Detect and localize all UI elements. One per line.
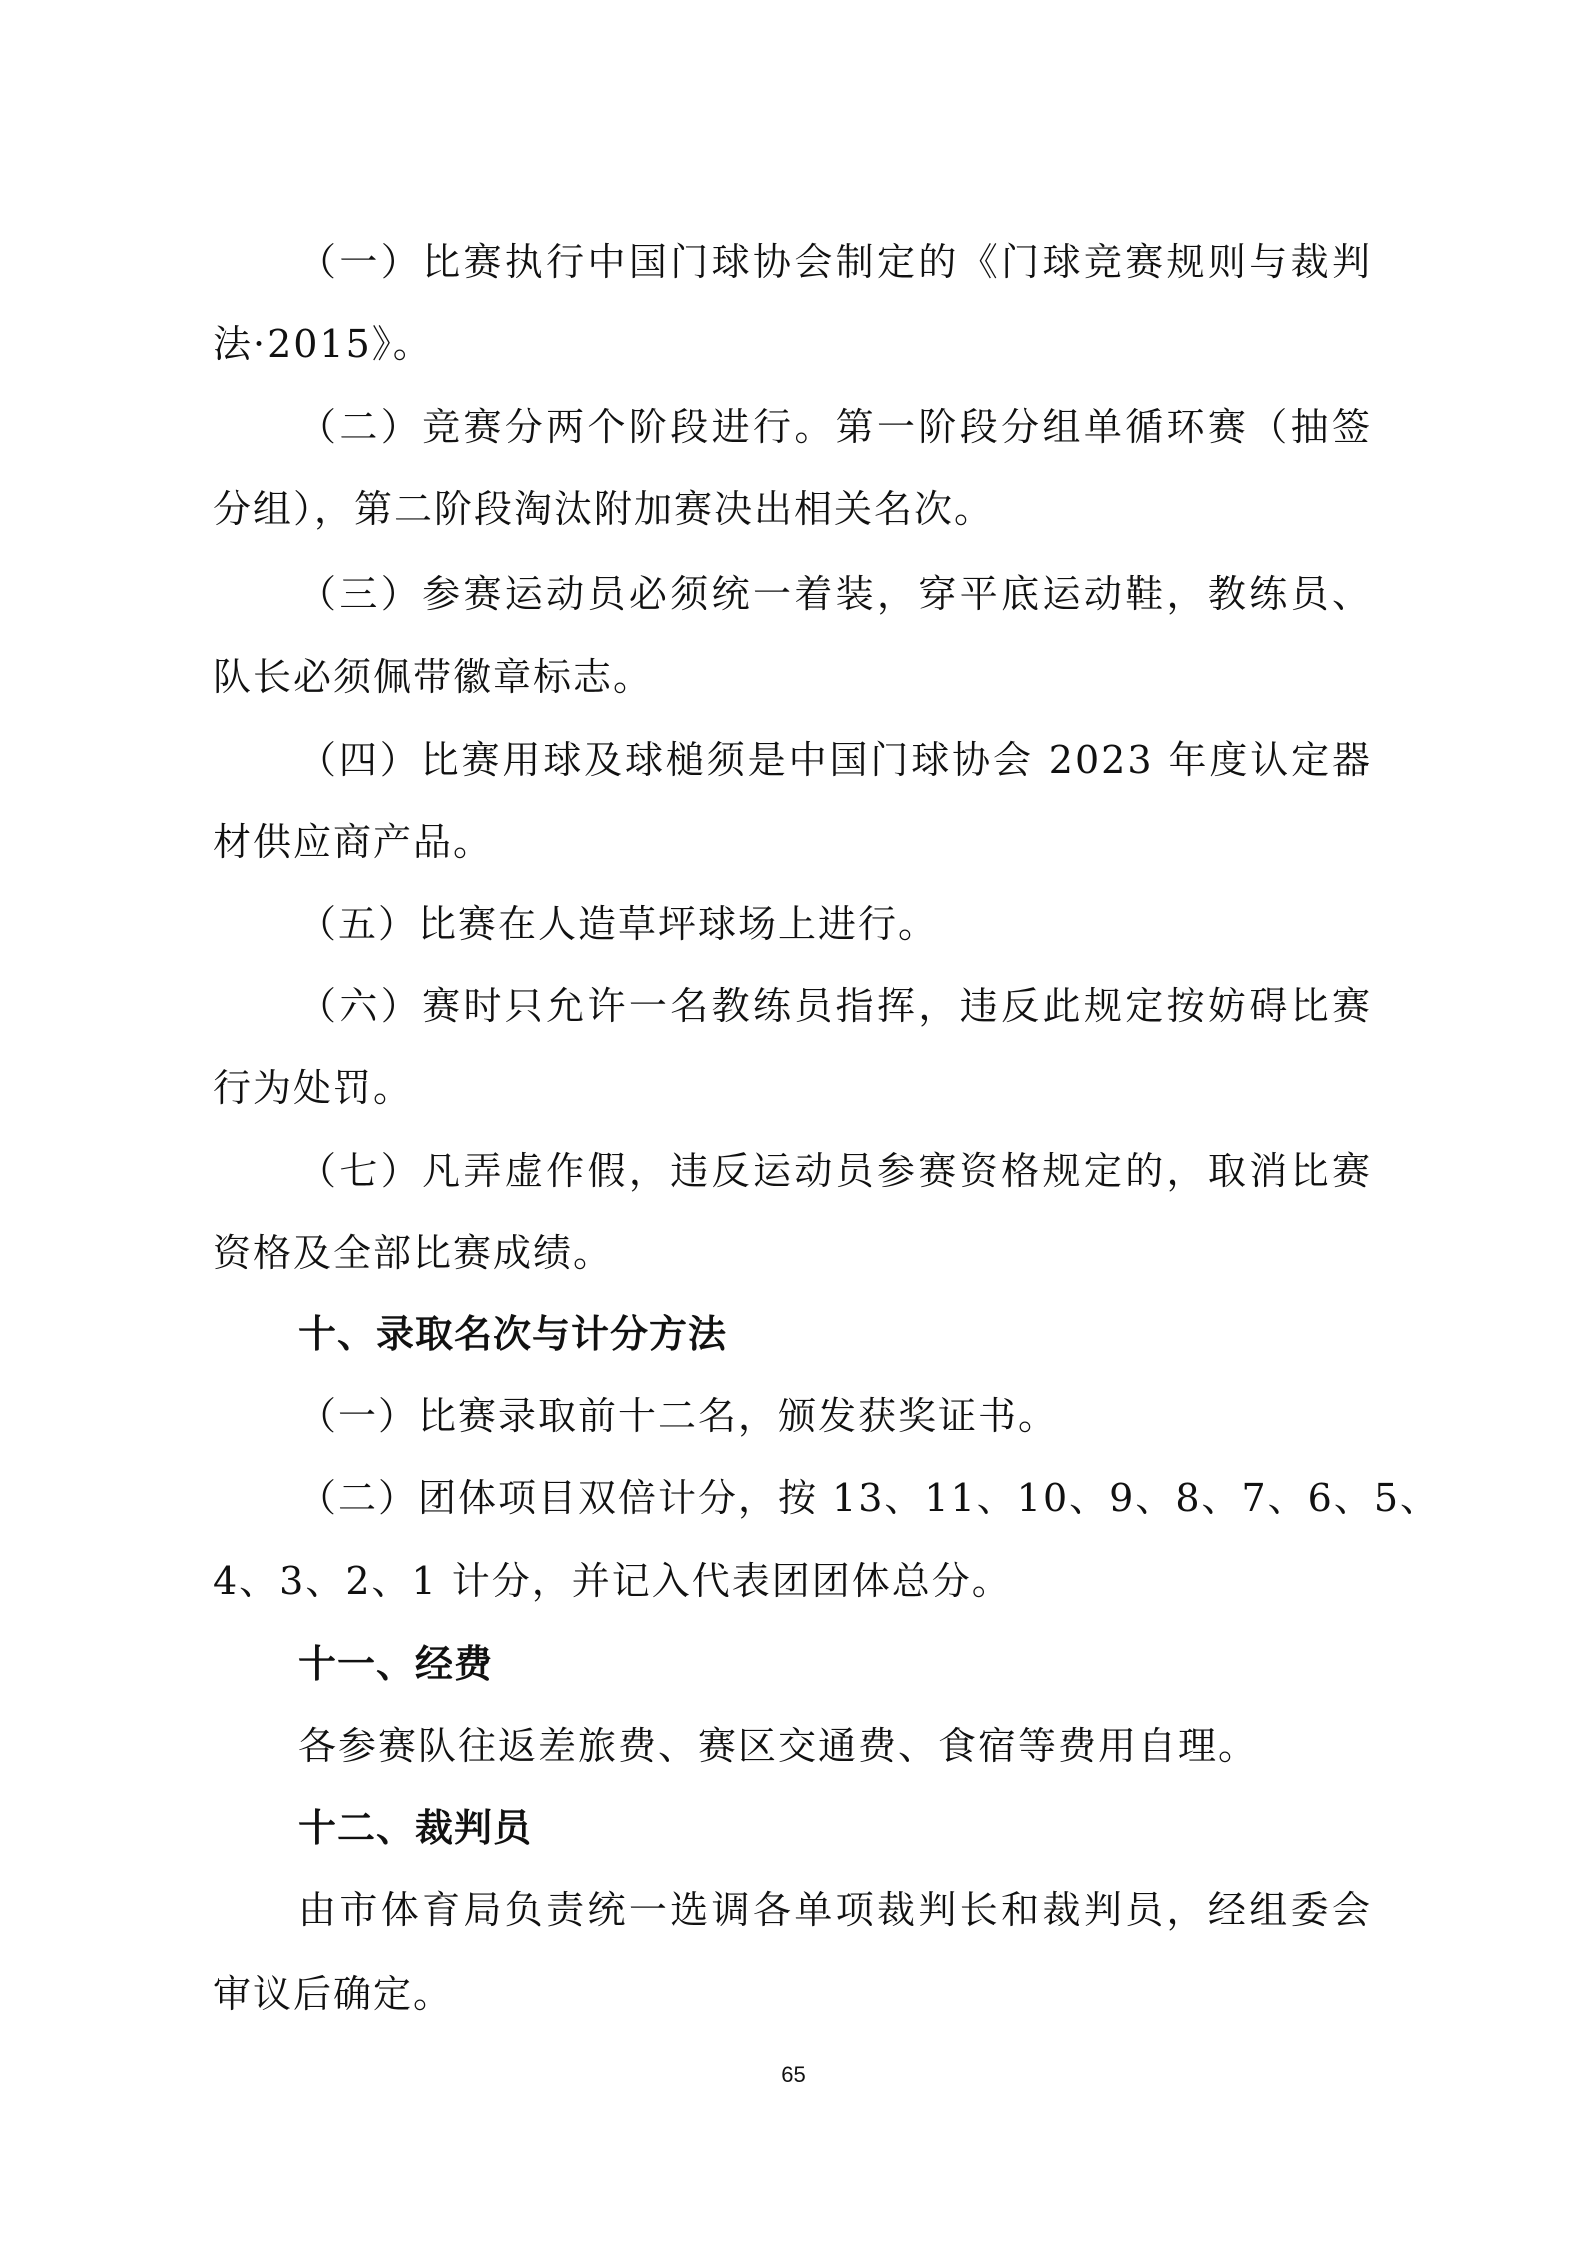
section-heading-ranking-scoring: 十、录取名次与计分方法 xyxy=(298,1312,728,1356)
paragraph-line-ranking-2: （二）团体项目双倍计分，按 13、11、10、9、8、7、6、5、 xyxy=(298,1476,1441,1520)
paragraph-line-rule-7: （七）凡弄虚作假，违反运动员参赛资格规定的，取消比赛 xyxy=(298,1149,1372,1193)
paragraph-line-rule-1-cont: 法·2015》。 xyxy=(213,322,433,366)
paragraph-line-rule-3: （三）参赛运动员必须统一着装，穿平底运动鞋，教练员、 xyxy=(298,572,1372,616)
paragraph-line-rule-4-cont: 材供应商产品。 xyxy=(213,820,494,864)
paragraph-line-referees-cont: 审议后确定。 xyxy=(213,1972,454,2016)
paragraph-line-expenses: 各参赛队往返差旅费、赛区交通费、食宿等费用自理。 xyxy=(298,1724,1259,1768)
paragraph-line-rule-6-cont: 行为处罚。 xyxy=(213,1066,414,1110)
paragraph-line-rule-7-cont: 资格及全部比赛成绩。 xyxy=(213,1231,614,1275)
paragraph-line-rule-1: （一）比赛执行中国门球协会制定的《门球竞赛规则与裁判 xyxy=(298,240,1372,284)
paragraph-line-rule-2: （二）竞赛分两个阶段进行。第一阶段分组单循环赛（抽签 xyxy=(298,405,1372,449)
section-heading-expenses: 十一、经费 xyxy=(298,1642,494,1686)
paragraph-line-ranking-2-cont: 4、3、2、1 计分，并记入代表团团体总分。 xyxy=(213,1559,1012,1603)
page-number: 65 xyxy=(781,2062,806,2087)
paragraph-line-rule-6: （六）赛时只允许一名教练员指挥，违反此规定按妨碍比赛 xyxy=(298,984,1372,1028)
paragraph-line-rule-5: （五）比赛在人造草坪球场上进行。 xyxy=(298,902,939,946)
paragraph-line-rule-4: （四）比赛用球及球槌须是中国门球协会 2023 年度认定器 xyxy=(298,738,1372,782)
paragraph-line-referees: 由市体育局负责统一选调各单项裁判长和裁判员，经组委会 xyxy=(298,1888,1372,1932)
section-heading-referees: 十二、裁判员 xyxy=(298,1806,533,1850)
paragraph-line-ranking-1: （一）比赛录取前十二名，颁发获奖证书。 xyxy=(298,1394,1059,1438)
paragraph-line-rule-2-cont: 分组），第二阶段淘汰附加赛决出相关名次。 xyxy=(213,487,995,531)
paragraph-line-rule-3-cont: 队长必须佩带徽章标志。 xyxy=(213,655,654,699)
